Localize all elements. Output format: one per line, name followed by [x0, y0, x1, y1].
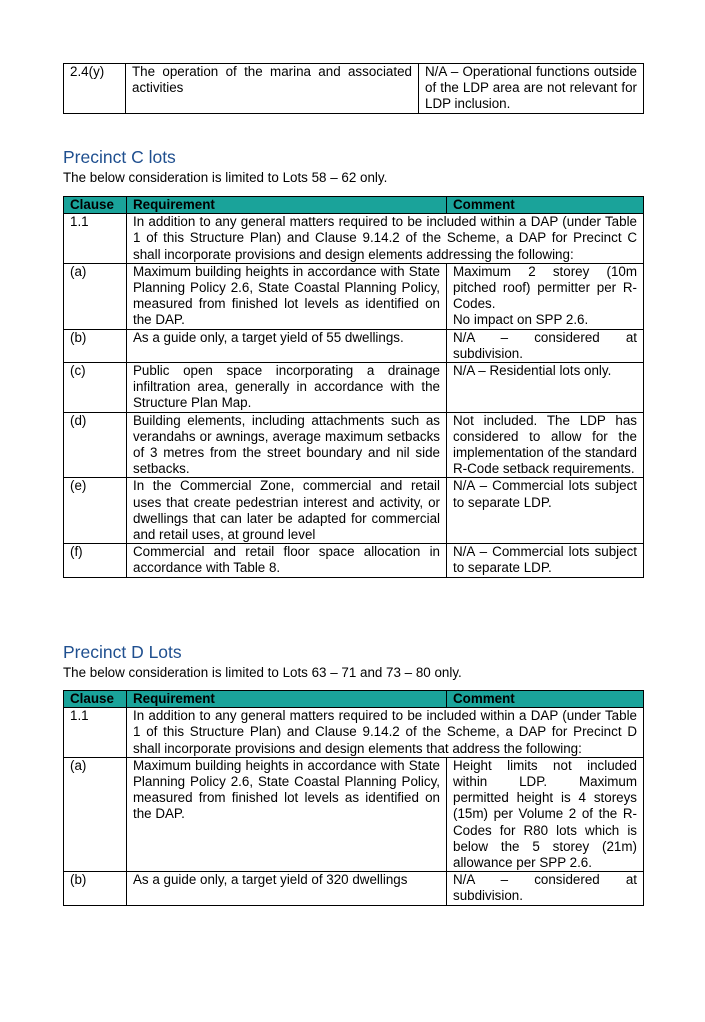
requirement-cell: Public open space incorporating a drainage infiltration area, generally in accordance with the Structure Plan Map. — [127, 363, 447, 413]
column-header-clause: Clause — [64, 197, 127, 214]
column-header-requirement: Requirement — [127, 197, 447, 214]
section-heading-precinct-c: Precinct C lots — [63, 147, 176, 167]
clause-cell: (f) — [64, 544, 127, 577]
requirement-cell: As a guide only, a target yield of 320 dwellings — [127, 872, 447, 905]
table-row — [64, 412, 644, 478]
clause-table-top — [63, 63, 644, 114]
requirement-cell: Building elements, including attachments such as verandahs or awnings, average maximum setbacks of 3 metres from the street boundary and nil side setbacks. — [127, 412, 447, 478]
table-row — [64, 872, 644, 905]
comment-cell: N/A – Commercial lots subject to separate LDP. — [447, 544, 644, 577]
clause-cell: (a) — [64, 757, 127, 871]
table-row — [64, 263, 644, 329]
table-row — [64, 708, 644, 758]
clause-cell: (e) — [64, 478, 127, 544]
table-row — [64, 544, 644, 577]
section-heading-precinct-d: Precinct D Lots — [63, 642, 182, 662]
clause-cell: 1.1 — [64, 214, 127, 264]
intro-requirement-cell: In addition to any general matters required to be included within a DAP (under Table 1 of this Structure Plan) and Clause 9.14.2 of the Scheme, a DAP for Precinct C shall incorporate provisions and design elements addressing the following: — [127, 214, 644, 264]
section-intro-precinct-c: The below consideration is limited to Lots 58 – 62 only. — [63, 170, 388, 185]
clause-table-precinct-d — [63, 690, 644, 906]
column-header-requirement: Requirement — [127, 691, 447, 708]
table-row — [64, 757, 644, 871]
clause-cell: 1.1 — [64, 708, 127, 758]
requirement-cell: The operation of the marina and associated activities — [126, 64, 419, 114]
intro-requirement-cell: In addition to any general matters required to be included within a DAP (under Table 1 of this Structure Plan) and Clause 9.14.2 of the Scheme, a DAP for Precinct D shall incorporate provisions and design elements that address the following: — [127, 708, 644, 758]
requirement-cell: Maximum building heights in accordance with State Planning Policy 2.6, State Coastal Planning Policy, measured from finished lot levels as identified on the DAP. — [127, 757, 447, 871]
comment-cell: N/A – Commercial lots subject to separate LDP. — [447, 478, 644, 544]
clause-cell: (b) — [64, 872, 127, 905]
table-row — [64, 363, 644, 413]
column-header-comment: Comment — [447, 197, 644, 214]
comment-cell: Height limits not included within LDP. Maximum permitted height is 4 storeys (15m) per Volume 2 of the R-Codes for R80 lots which is below the 5 storey (21m) allowance per SPP 2.6. — [447, 757, 644, 871]
column-header-comment: Comment — [447, 691, 644, 708]
table-row — [64, 329, 644, 362]
comment-cell: N/A – Operational functions outside of the LDP area are not relevant for LDP inclusion. — [419, 64, 644, 114]
clause-cell: 2.4(y) — [64, 64, 126, 114]
comment-cell: Maximum 2 storey (10m pitched roof) permitter per R-Codes. No impact on SPP 2.6. — [447, 263, 644, 329]
comment-cell: N/A – Residential lots only. — [447, 363, 644, 413]
clause-cell: (b) — [64, 329, 127, 362]
comment-cell: N/A – considered at subdivision. — [447, 329, 644, 362]
table-row — [64, 214, 644, 264]
table-header-row — [64, 197, 644, 214]
table-row — [64, 478, 644, 544]
clause-cell: (d) — [64, 412, 127, 478]
requirement-cell: Maximum building heights in accordance with State Planning Policy 2.6, State Coastal Planning Policy, measured from finished lot levels as identified on the DAP. — [127, 263, 447, 329]
clause-cell: (a) — [64, 263, 127, 329]
clause-cell: (c) — [64, 363, 127, 413]
table-header-row — [64, 691, 644, 708]
comment-cell: Not included. The LDP has considered to allow for the implementation of the standard R-Code setback requirements. — [447, 412, 644, 478]
comment-cell: N/A – considered at subdivision. — [447, 872, 644, 905]
requirement-cell: In the Commercial Zone, commercial and retail uses that create pedestrian interest and activity, or dwellings that can later be adapted for commercial and retail uses, at ground level — [127, 478, 447, 544]
column-header-clause: Clause — [64, 691, 127, 708]
clause-table-precinct-c — [63, 196, 644, 578]
requirement-cell: Commercial and retail floor space allocation in accordance with Table 8. — [127, 544, 447, 577]
section-intro-precinct-d: The below consideration is limited to Lots 63 – 71 and 73 – 80 only. — [63, 665, 462, 680]
requirement-cell: As a guide only, a target yield of 55 dwellings. — [127, 329, 447, 362]
table-row — [64, 64, 644, 114]
